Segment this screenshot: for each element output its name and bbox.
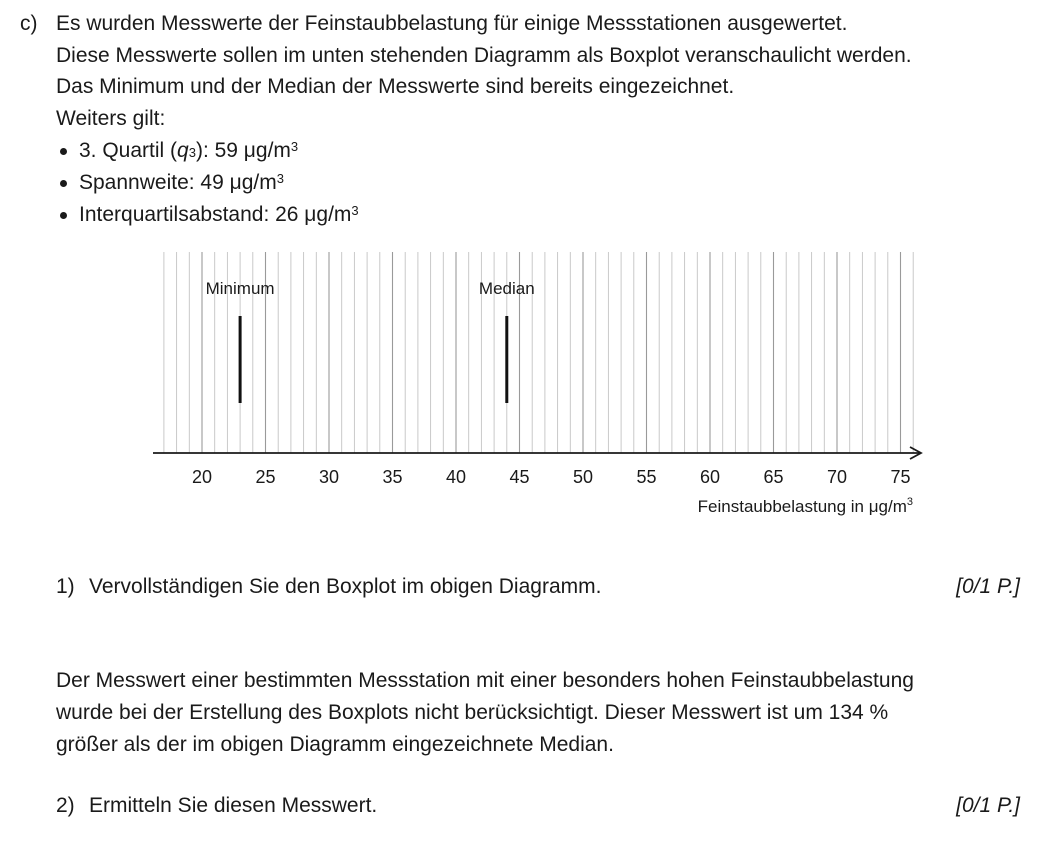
question-1-number: 1): [56, 575, 75, 598]
bullet-range: [79, 167, 284, 199]
x-tick-labels: [192, 467, 911, 487]
marker-label: Median: [478, 279, 535, 298]
bullet-dot: [60, 212, 67, 219]
x-tick-label: 75: [890, 467, 911, 487]
bullet-q3-post: ): 59 μg/m: [195, 139, 291, 162]
x-axis-label: Feinstaubbelastung in $\mu g/m^3$: [697, 496, 913, 516]
bullet-iqr: [79, 199, 359, 231]
x-tick-label: 30: [318, 467, 340, 487]
intro-line-2: Diese Messwerte sollen im unten stehenden Diagramm als Boxplot veranschaulicht werden.: [56, 44, 912, 67]
bullet-range-text: Spannweite: 49 μg/m: [79, 171, 277, 194]
bullet-iqr-text: Interquartilsabstand: 26 μg/m: [79, 203, 352, 226]
intro-line-3: Das Minimum und der Median der Messwerte sind bereits eingezeichnet.: [56, 75, 735, 98]
x-tick-label: 20: [191, 467, 213, 487]
x-axis: [153, 447, 921, 459]
x-tick-label: 50: [572, 467, 594, 487]
bullet-q3-sub: 3: [188, 145, 196, 160]
boxplot-chart: [0, 240, 1040, 540]
x-tick-label: 55: [636, 467, 657, 487]
bullet-range-sup: 3: [276, 171, 284, 186]
markers: [206, 279, 535, 403]
bullet-iqr-sup: 3: [351, 203, 359, 218]
bullet-dot: [60, 148, 67, 155]
question-2-text: Ermitteln Sie diesen Messwert.: [89, 794, 378, 817]
question-1-text: Vervollständigen Sie den Boxplot im obigen Diagramm.: [89, 575, 602, 598]
bullet-q3-sup: 3: [290, 139, 299, 154]
intro-line-1: Es wurden Messwerte der Feinstaubbelastung für einige Messstationen ausgewertet.: [56, 12, 848, 35]
paragraph-line-1: Der Messwert einer bestimmten Messstation mit einer besonders hohen Feinstaubbelastung: [56, 669, 914, 692]
marker-label: Minimum: [205, 279, 275, 298]
grid-lines: [164, 252, 913, 453]
paragraph-line-3: größer als der im obigen Diagramm eingezeichnete Median.: [56, 733, 614, 756]
bullet-dot: [60, 180, 67, 187]
x-tick-label: 60: [699, 467, 721, 487]
question-2-number: 2): [56, 794, 75, 817]
x-tick-label: 35: [382, 467, 403, 487]
task-label: c): [20, 12, 38, 35]
bullet-q3-pre: 3. Quartil (: [79, 139, 178, 162]
x-tick-label: 45: [509, 467, 530, 487]
paragraph-line-2: wurde bei der Erstellung des Boxplots nicht berücksichtigt. Dieser Messwert ist um 134 %: [56, 701, 889, 724]
bullet-q3: [79, 135, 298, 167]
x-tick-label: 40: [445, 467, 467, 487]
x-tick-label: 25: [255, 467, 276, 487]
bullet-q3-var: q: [177, 139, 189, 162]
x-tick-label: 65: [763, 467, 784, 487]
intro-line-4: Weiters gilt:: [56, 107, 166, 130]
question-2-points: [0/1 P.]: [956, 794, 1020, 817]
x-axis-label-sup: 3: [906, 496, 913, 508]
question-1-points: [0/1 P.]: [956, 575, 1020, 598]
x-tick-label: 70: [826, 467, 848, 487]
